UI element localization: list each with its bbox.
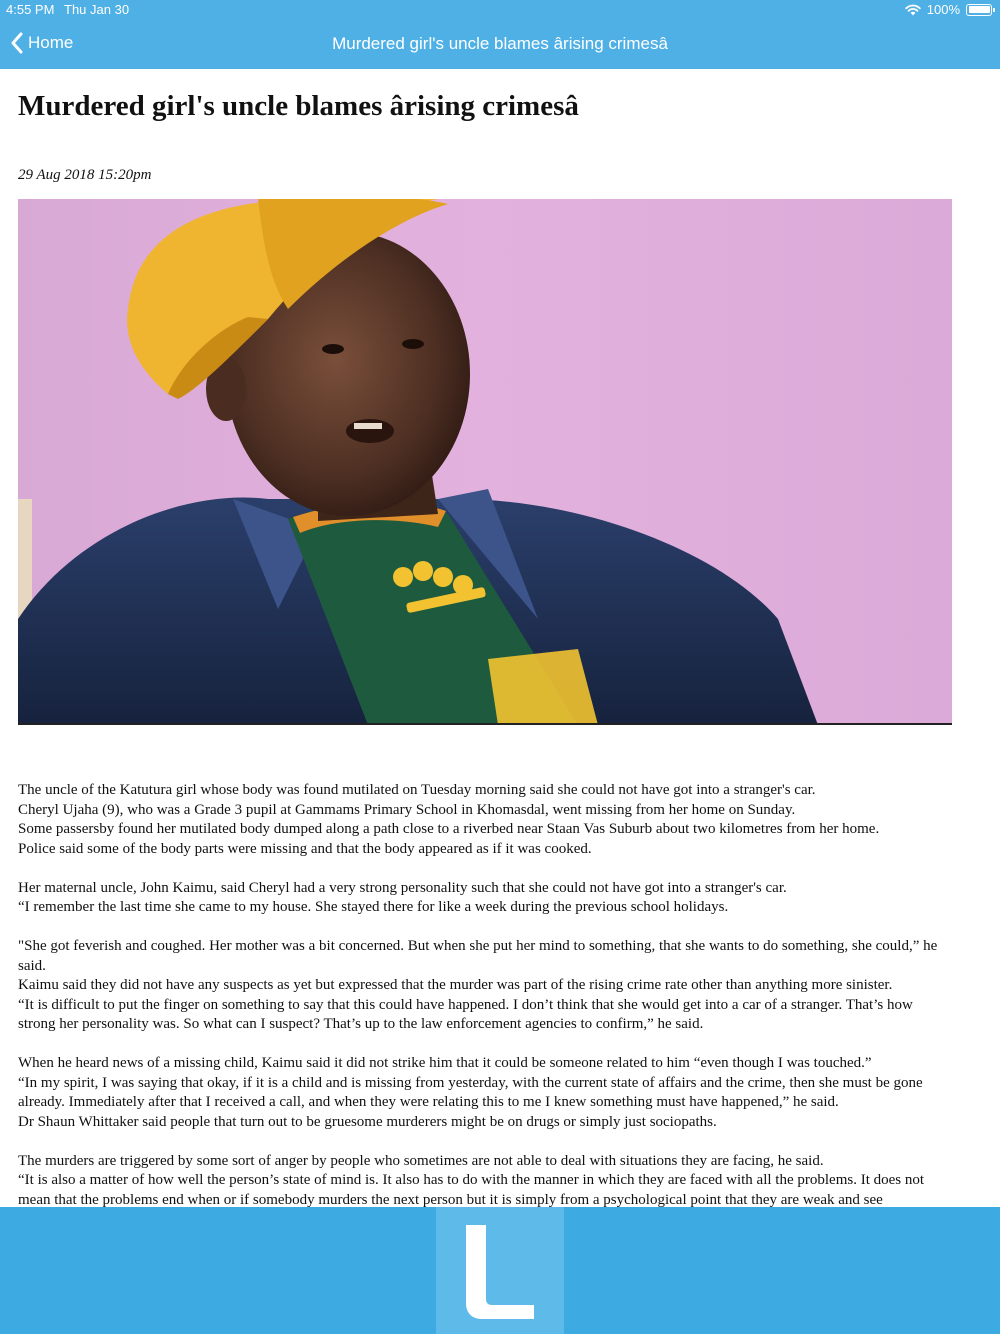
status-bar xyxy=(0,0,1000,20)
nav-bar xyxy=(0,20,1000,69)
article-paragraph xyxy=(18,781,952,859)
article-line: Kaimu said they did not have any suspects as yet but expressed that the murder was part of the rising crime rate other than anything more sinister. xyxy=(18,977,893,993)
back-button[interactable] xyxy=(10,32,73,54)
article-paragraph xyxy=(18,879,952,918)
app-header xyxy=(0,0,1000,69)
article-photo xyxy=(18,199,952,725)
article-line: "She got feverish and coughed. Her mother was a bit concerned. But when she put her mind to something, that she wants to do something, she could,” he said. xyxy=(18,938,938,974)
article-line: Some passersby found her mutilated body dumped along a path close to a riverbed near Staan Vas Suburb about two kilometres from her home. xyxy=(18,821,880,837)
article-paragraph xyxy=(18,1054,952,1132)
article-line: “In my spirit, I was saying that okay, if it is a child and is missing from yesterday, with the current state of affairs and the crime, then she must be gone already. Immediately after that I received a call, and when they were relating this to me I knew something must have happened,” he said. xyxy=(18,1074,923,1110)
battery-icon xyxy=(966,4,992,16)
nav-title: Murdered girl's uncle blames ârising crimesâ xyxy=(332,34,668,53)
app-logo-button[interactable] xyxy=(436,1207,564,1334)
article-paragraph xyxy=(18,1152,952,1208)
article-line: When he heard news of a missing child, Kaimu said it did not strike him that it could be someone related to him “even though I was touched.” xyxy=(18,1055,872,1071)
article-title: Murdered girl's uncle blames ârising crimesâ xyxy=(18,90,579,122)
app-logo-icon xyxy=(436,1207,564,1334)
article-line: “It is also a matter of how well the person’s state of mind is. It also has to do with the manner in which they are faced with all the problems. It does not mean that the problems end when or if somebody murders the next person but it is simply from a psychological point that they are weak and see xyxy=(18,1172,925,1207)
status-date: Thu Jan 30 xyxy=(64,2,130,17)
article-line: The uncle of the Katutura girl whose body was found mutilated on Tuesday morning said she could not have got into a stranger's car. xyxy=(18,782,816,798)
article-line: Police said some of the body parts were missing and that the body appeared as if it was cooked. xyxy=(18,840,592,857)
wifi-icon xyxy=(905,4,921,16)
article-line: “It is difficult to put the finger on something to say that this could have happened. I don’t think that she would get into a car of a stranger. That’s how strong her personality was. So what can I suspect? That’s up to the law enforcement agencies to confirm,” he said. xyxy=(18,996,913,1032)
article-line: Cheryl Ujaha (9), who was a Grade 3 pupil at Gammams Primary School in Khomasdal, went missing from her home on Sunday. xyxy=(18,801,796,818)
chevron-left-icon xyxy=(10,32,24,54)
bottom-bar xyxy=(0,1207,1000,1334)
article-line: “I remember the last time she came to my house. She stayed there for like a week during the previous school holidays. xyxy=(18,899,729,915)
status-time: 4:55 PM xyxy=(6,2,55,17)
article-line: Dr Shaun Whittaker said people that turn out to be gruesome murderers might be on drugs or simply just sociopaths. xyxy=(18,1113,717,1130)
status-right xyxy=(905,2,992,17)
article-line: Her maternal uncle, John Kaimu, said Cheryl had a very strong personality such that she could not have got into a stranger's car. xyxy=(18,879,787,896)
article-date: 29 Aug 2018 15:20pm xyxy=(18,167,152,183)
battery-percent: 100% xyxy=(926,2,960,17)
man-in-yellow-cap-photo xyxy=(18,199,952,725)
article-line: The murders are triggered by some sort of anger by people who sometimes are not able to deal with situations they are facing, he said. xyxy=(18,1152,824,1169)
article xyxy=(18,69,952,1207)
back-label: Home xyxy=(28,33,74,52)
article-body xyxy=(18,781,952,1207)
article-paragraph xyxy=(18,937,952,1035)
